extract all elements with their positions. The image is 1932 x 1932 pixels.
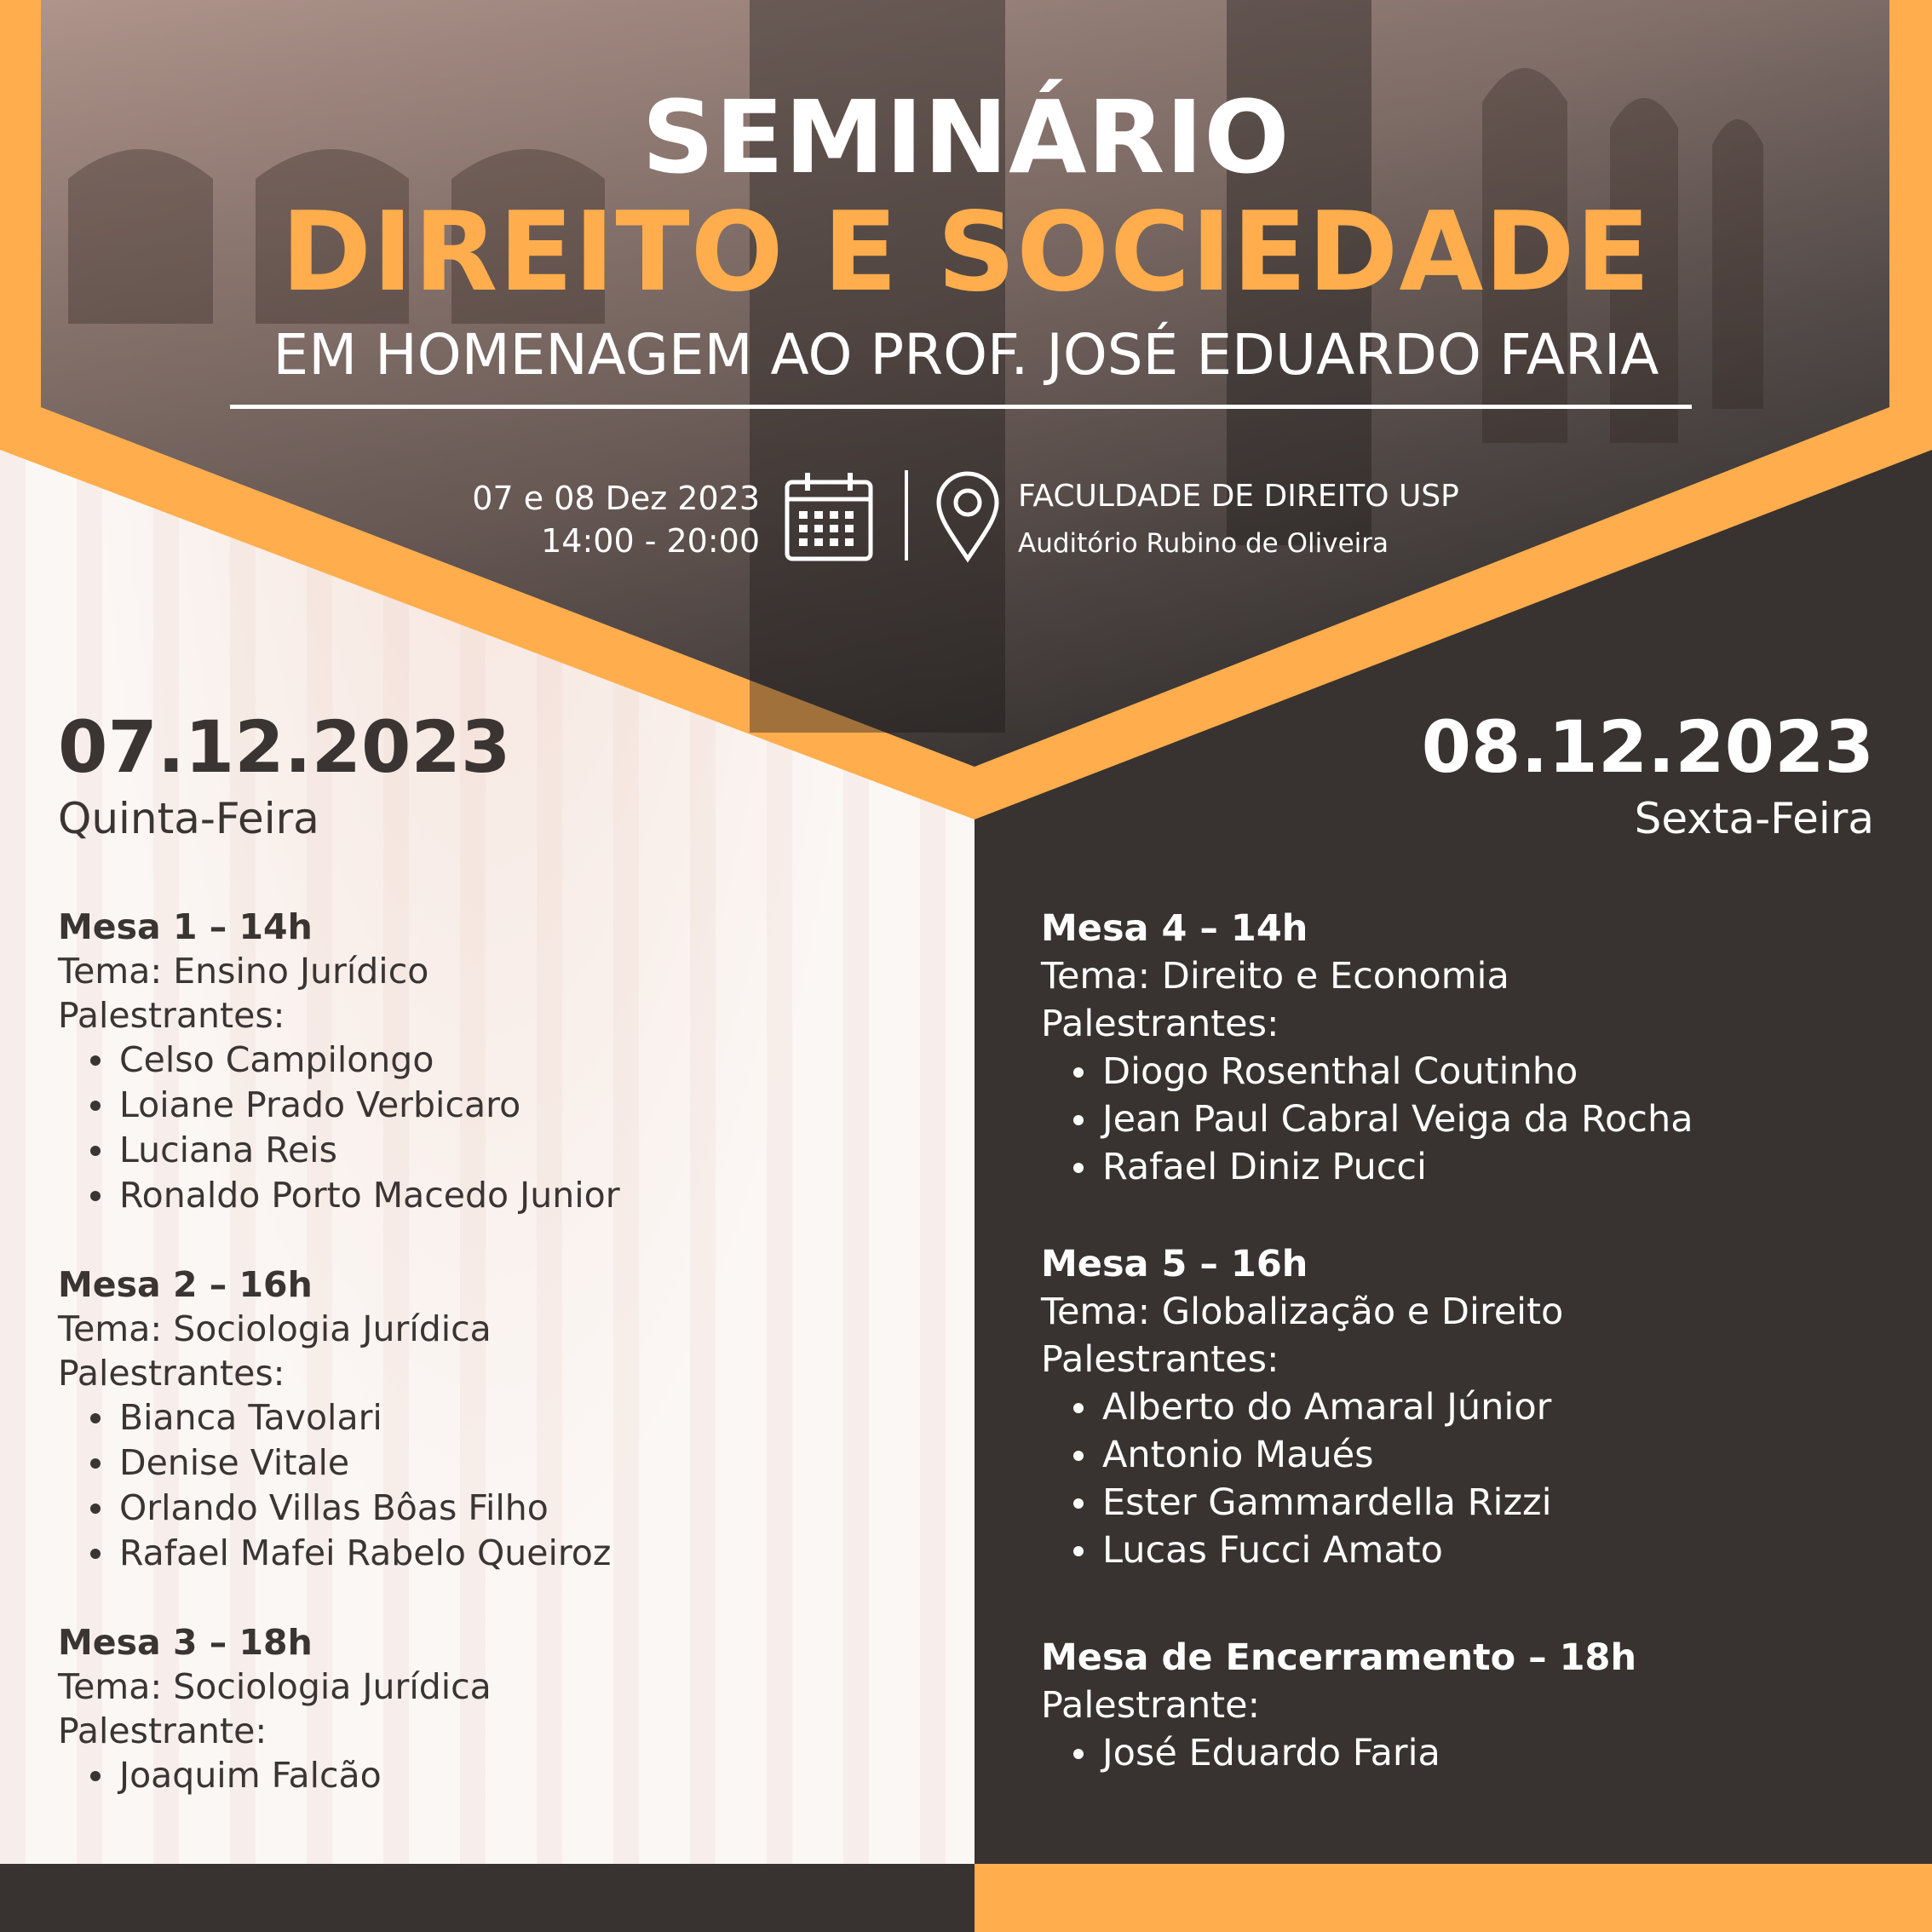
- speakers-label: Palestrantes:: [1041, 1338, 1279, 1381]
- speaker-item: Orlando Villas Bôas Filho: [58, 1486, 944, 1531]
- day1-program: [58, 905, 944, 1798]
- mesa-title: Mesa de Encerramento – 18h: [1041, 1636, 1637, 1679]
- speakers-label: Palestrantes:: [58, 995, 285, 1036]
- speaker-item: Celso Campilongo: [58, 1038, 944, 1083]
- speaker-list: [58, 1753, 944, 1798]
- mesa-theme: Tema: Globalização e Direito: [1041, 1291, 1564, 1333]
- venue-name: FACULDADE DE DIREITO USP: [1018, 479, 1459, 514]
- speaker-item: Alberto do Amaral Júnior: [1041, 1383, 1893, 1431]
- mesa-encerramento: [1041, 1634, 1893, 1777]
- speakers-label: Palestrante:: [58, 1711, 267, 1751]
- day2-date: 08.12.2023: [1421, 705, 1874, 789]
- location-pin-icon: [934, 470, 1002, 564]
- mesa-1: [58, 905, 944, 1218]
- speaker-list: [1041, 1729, 1893, 1777]
- speakers-label: Palestrantes:: [58, 1353, 285, 1394]
- speaker-item: Lucas Fucci Amato: [1041, 1527, 1893, 1574]
- mesa-3: [58, 1620, 944, 1798]
- calendar-icon: [784, 470, 874, 562]
- subtitle-homenagem: EM HOMENAGEM AO PROF. JOSÉ EDUARDO FARIA: [273, 322, 1659, 388]
- mesa-title: Mesa 5 – 16h: [1041, 1243, 1308, 1285]
- event-hours: 14:00 - 20:00: [541, 522, 760, 560]
- title-direito-e-sociedade: DIREITO E SOCIEDADE: [280, 189, 1652, 316]
- mesa-theme: Tema: Direito e Economia: [1041, 955, 1509, 998]
- footer-bar-dark: [0, 1864, 975, 1932]
- speaker-item: Joaquim Falcão: [58, 1753, 944, 1798]
- speaker-item: Bianca Tavolari: [58, 1395, 944, 1440]
- speaker-item: Loiane Prado Verbicaro: [58, 1083, 944, 1128]
- speakers-label: Palestrante:: [1041, 1684, 1261, 1727]
- speaker-list: [58, 1395, 944, 1576]
- speaker-item: Ronaldo Porto Macedo Junior: [58, 1173, 944, 1218]
- event-dates: 07 e 08 Dez 2023: [472, 480, 760, 517]
- speaker-list: [1041, 1383, 1893, 1574]
- subtitle-underline: [230, 405, 1692, 409]
- mesa-theme: Tema: Sociologia Jurídica: [58, 1666, 492, 1707]
- mesa-theme: Tema: Sociologia Jurídica: [58, 1308, 492, 1349]
- footer-bar-orange: [975, 1864, 1932, 1932]
- speaker-item: Diogo Rosenthal Coutinho: [1041, 1048, 1893, 1095]
- mesa-2: [58, 1262, 944, 1576]
- speakers-label: Palestrantes:: [1041, 1003, 1279, 1045]
- title-seminario: SEMINÁRIO: [641, 78, 1291, 196]
- mesa-4: [1041, 905, 1893, 1191]
- speaker-item: José Eduardo Faria: [1041, 1729, 1893, 1777]
- day2-program: [1041, 905, 1893, 1777]
- mesa-theme: Tema: Ensino Jurídico: [58, 951, 429, 992]
- speaker-item: Luciana Reis: [58, 1128, 944, 1173]
- speaker-item: Jean Paul Cabral Veiga da Rocha: [1041, 1095, 1893, 1143]
- speaker-item: Ester Gammardella Rizzi: [1041, 1479, 1893, 1527]
- day1-weekday: Quinta-Feira: [58, 794, 319, 843]
- speaker-item: Rafael Mafei Rabelo Queiroz: [58, 1531, 944, 1576]
- day1-date: 07.12.2023: [58, 705, 511, 789]
- info-divider: [905, 470, 908, 561]
- speaker-list: [58, 1038, 944, 1218]
- mesa-title: Mesa 1 – 14h: [58, 906, 313, 947]
- venue-room: Auditório Rubino de Oliveira: [1018, 528, 1389, 559]
- event-when: [426, 477, 760, 562]
- day2-weekday: Sexta-Feira: [1634, 794, 1874, 843]
- mesa-title: Mesa 2 – 16h: [58, 1264, 313, 1305]
- speaker-item: Rafael Diniz Pucci: [1041, 1143, 1893, 1191]
- speaker-list: [1041, 1048, 1893, 1191]
- mesa-5: [1041, 1240, 1893, 1574]
- speaker-item: Denise Vitale: [58, 1440, 944, 1486]
- mesa-title: Mesa 3 – 18h: [58, 1622, 313, 1663]
- mesa-title: Mesa 4 – 14h: [1041, 907, 1308, 950]
- speaker-item: Antonio Maués: [1041, 1431, 1893, 1479]
